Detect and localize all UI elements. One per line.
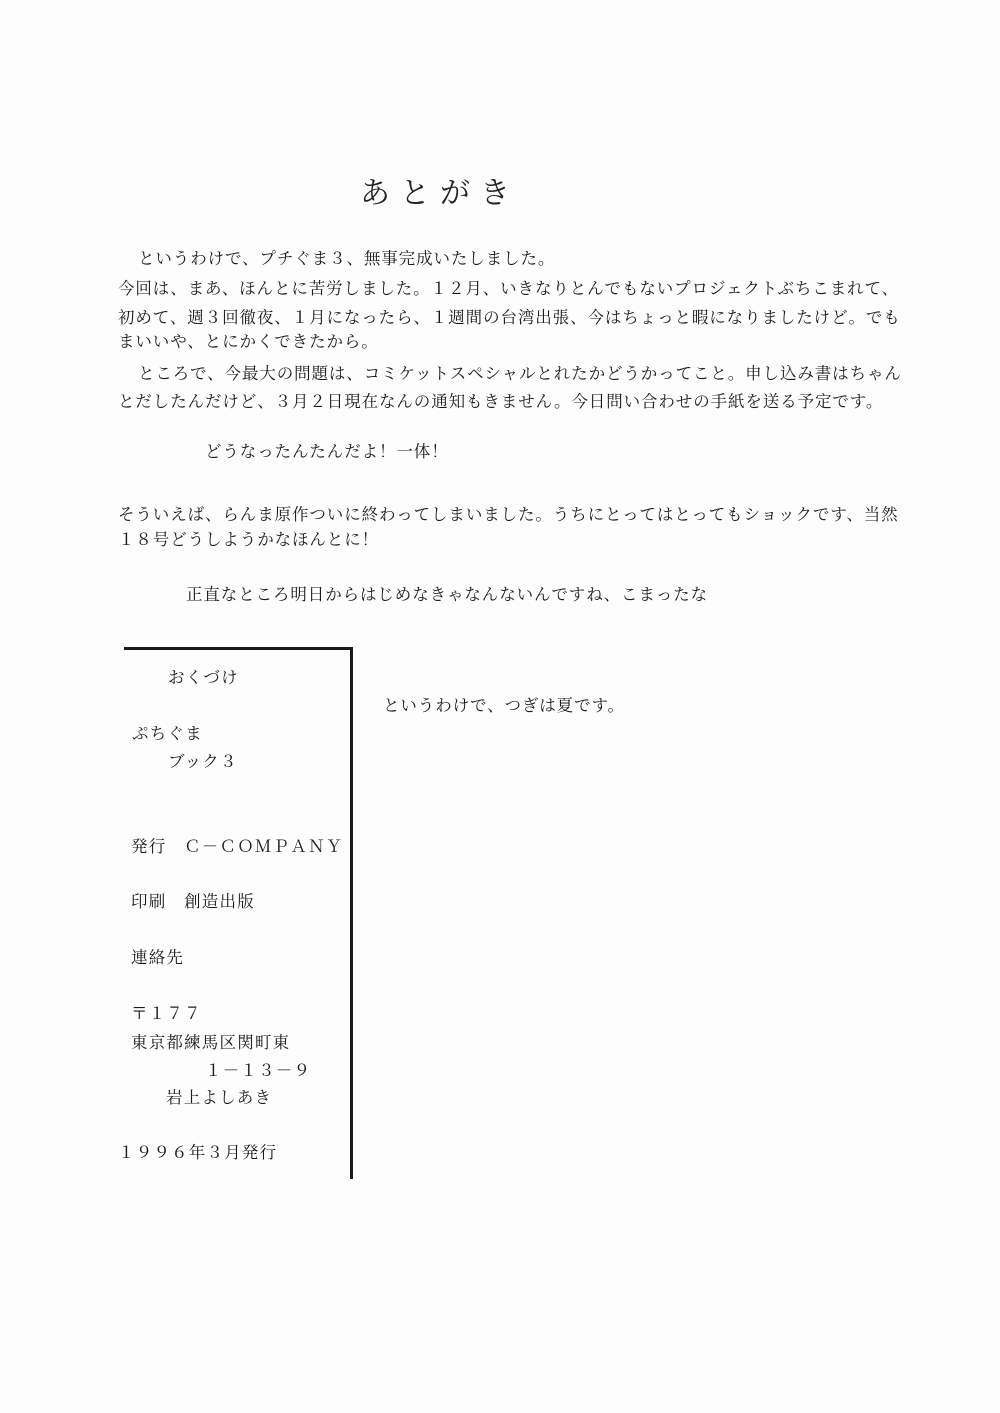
- address-line-1: 東京都練馬区関町東: [131, 1033, 291, 1052]
- book-title-line-1: ぷちぐま: [132, 724, 203, 743]
- paragraph-line: まいいや、とにかくできたから。: [118, 332, 379, 351]
- postal-code: 〒１７７: [131, 1004, 202, 1023]
- paragraph-line: というわけで、プチぐま３、無事完成いたしました。: [138, 249, 556, 268]
- afterword-title-text: あとがき: [360, 176, 520, 211]
- paragraph-line: 初めて、週３回徹夜、１月になったら、１週間の台湾出張、今はちょっと暇になりましたけど。でも: [118, 308, 901, 327]
- paragraph-line: ところで、今最大の問題は、コミケットスペシャルとれたかどうかってこと。申し込み書はちゃん: [138, 364, 902, 383]
- closing-line: というわけで、つぎは夏です。: [383, 696, 625, 715]
- book-title-line-2: ブック３: [168, 752, 238, 771]
- paragraph-line: １８号どうしようかなほんとに！: [118, 530, 379, 549]
- contact-label: 連絡先: [131, 948, 185, 967]
- paragraph-line: 今回は、まあ、ほんとに苦労しました。１２月、いきなりとんでもないプロジェクトぶちこまれて、: [118, 279, 900, 298]
- afterword-title: [0, 168, 880, 212]
- paragraph-line: とだしたんだけど、３月２日現在なんの通知もきません。今日問い合わせの手紙を送る予定です。: [118, 392, 884, 411]
- paragraph-line: 正直なところ明日からはじめなきゃなんないんですね、こまったな: [186, 585, 708, 604]
- colophon-heading: おくづけ: [168, 668, 239, 687]
- publisher-line: 発行 Ｃ－ＣＯＭＰＡＮＹ: [131, 837, 344, 856]
- address-line-2: １－１３－９: [205, 1061, 312, 1080]
- printer-line: 印刷 創造出版: [131, 892, 255, 911]
- exclamation-line: どうなったんたんだよ！一体！: [205, 442, 449, 461]
- author-name: 岩上よしあき: [166, 1088, 273, 1107]
- paragraph-line: そういえば、らんま原作ついに終わってしまいました。うちにとってはとってもショックです、当然: [118, 505, 899, 524]
- publication-date: １９９６年３月発行: [118, 1143, 278, 1162]
